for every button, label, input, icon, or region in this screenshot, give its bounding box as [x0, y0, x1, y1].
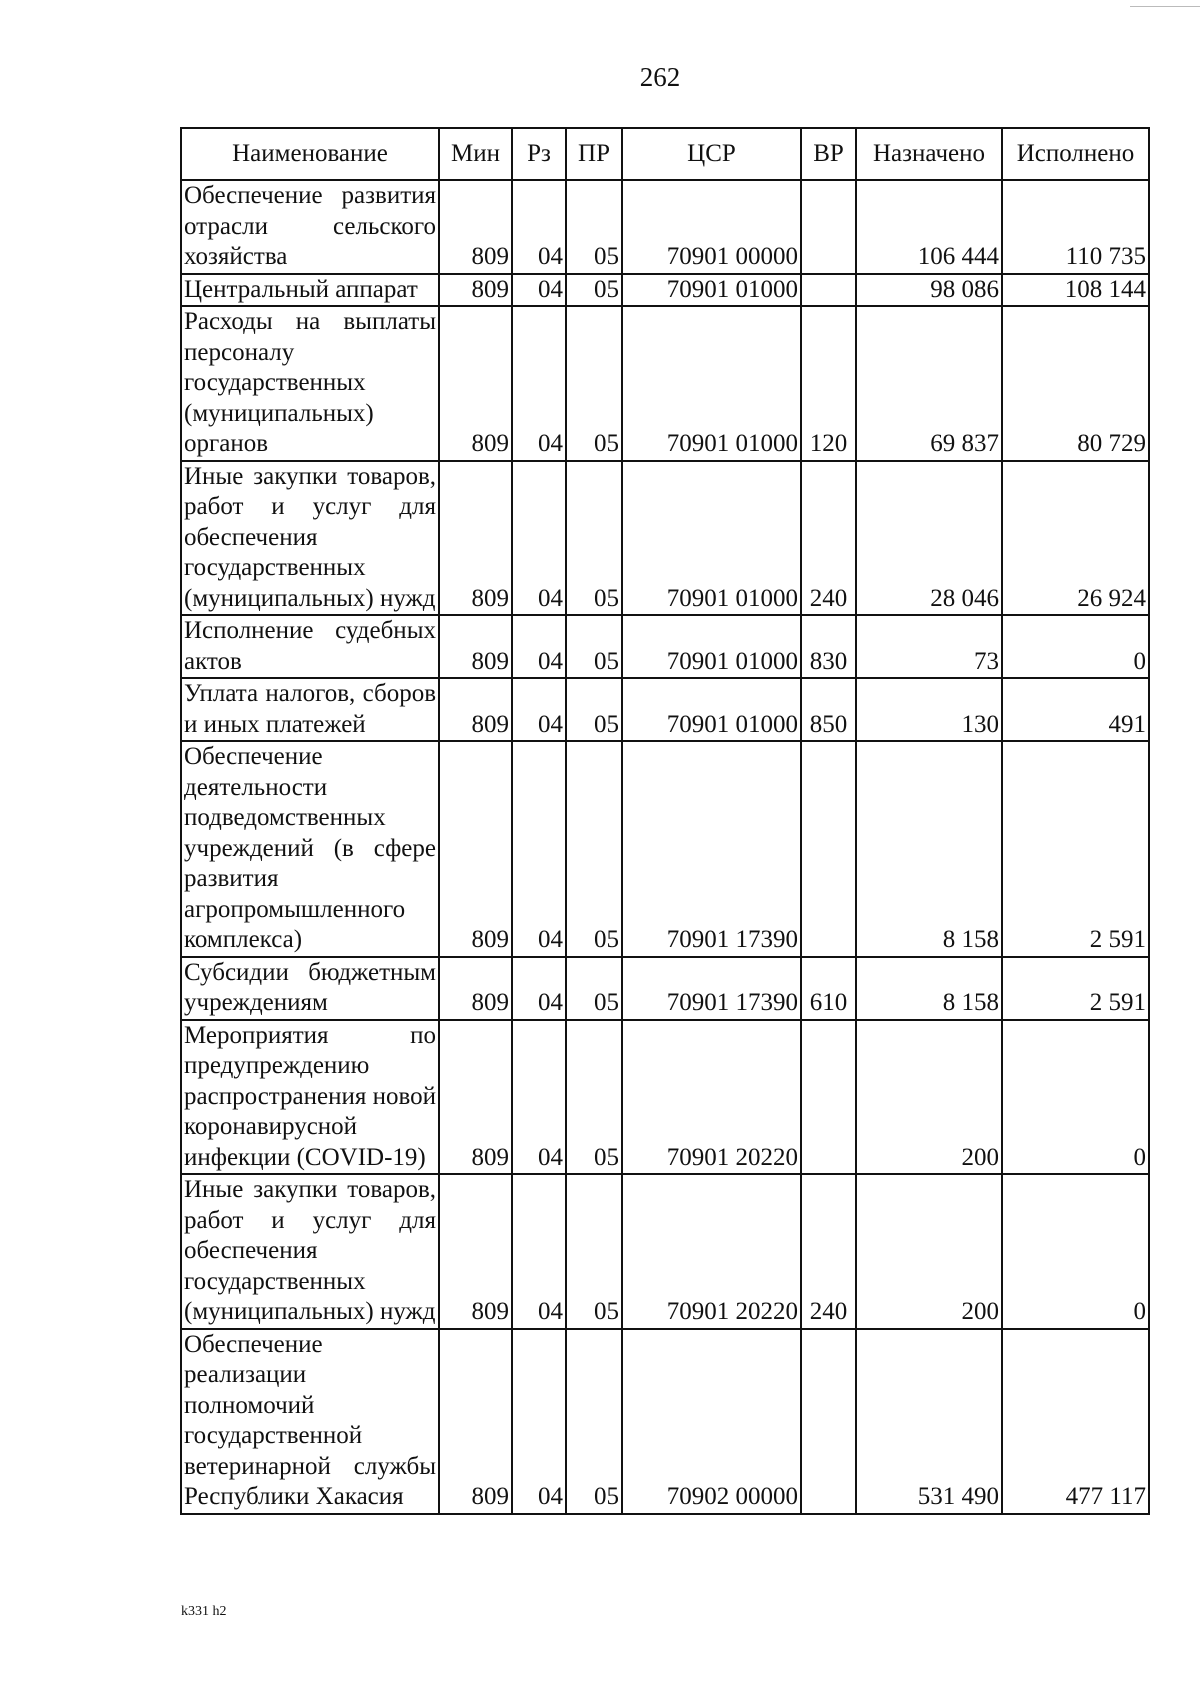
cell-min: 809 [439, 957, 512, 1020]
cell-rz: 04 [512, 678, 566, 741]
cell-executed: 26 924 [1002, 461, 1149, 616]
cell-rz: 04 [512, 274, 566, 307]
cell-executed: 0 [1002, 1020, 1149, 1175]
cell-executed: 108 144 [1002, 274, 1149, 307]
page-number: 262 [639, 62, 681, 92]
cell-min: 809 [439, 615, 512, 678]
cell-min: 809 [439, 1174, 512, 1329]
cell-pr: 05 [566, 1329, 622, 1514]
cell-min: 809 [439, 180, 512, 274]
cell-name: Центральный аппарат [181, 274, 439, 307]
cell-assigned: 106 444 [856, 180, 1002, 274]
cell-executed: 2 591 [1002, 957, 1149, 1020]
table-row [181, 180, 1149, 274]
cell-csr: 70901 20220 [622, 1174, 801, 1329]
cell-assigned: 130 [856, 678, 1002, 741]
cell-rz: 04 [512, 1020, 566, 1175]
cell-executed: 0 [1002, 615, 1149, 678]
cell-pr: 05 [566, 678, 622, 741]
cell-pr: 05 [566, 1020, 622, 1175]
budget-table [180, 127, 1150, 1515]
cell-name: Субсидии бюджетным учреждениям [181, 957, 439, 1020]
table-body [181, 180, 1149, 1514]
cell-assigned: 200 [856, 1020, 1002, 1175]
header-name: Наименование [181, 128, 439, 180]
footer-code: k331 h2 [181, 1604, 227, 1619]
cell-pr: 05 [566, 957, 622, 1020]
cell-rz: 04 [512, 1329, 566, 1514]
cell-vr [801, 1329, 856, 1514]
cell-executed: 491 [1002, 678, 1149, 741]
cell-rz: 04 [512, 306, 566, 461]
cell-assigned: 98 086 [856, 274, 1002, 307]
cell-rz: 04 [512, 957, 566, 1020]
header-assigned: Назначено [856, 128, 1002, 180]
cell-pr: 05 [566, 306, 622, 461]
table-header-row [181, 128, 1149, 180]
cell-csr: 70901 20220 [622, 1020, 801, 1175]
header-min: Мин [439, 128, 512, 180]
cell-min: 809 [439, 1329, 512, 1514]
cell-vr: 240 [801, 461, 856, 616]
table-row [181, 741, 1149, 957]
cell-executed: 80 729 [1002, 306, 1149, 461]
table-row [181, 615, 1149, 678]
cell-rz: 04 [512, 1174, 566, 1329]
cell-assigned: 69 837 [856, 306, 1002, 461]
cell-csr: 70901 01000 [622, 306, 801, 461]
cell-name: Уплата налогов, сборов и иных платежей [181, 678, 439, 741]
cell-vr [801, 274, 856, 307]
cell-vr [801, 180, 856, 274]
cell-csr: 70901 17390 [622, 957, 801, 1020]
cell-name: Иные закупки товаров, работ и услуг для обеспечения государственных (муниципальных) нужд [181, 461, 439, 616]
table-row [181, 274, 1149, 307]
table-row [181, 1329, 1149, 1514]
cell-vr [801, 741, 856, 957]
cell-assigned: 8 158 [856, 957, 1002, 1020]
cell-vr: 120 [801, 306, 856, 461]
cell-name: Расходы на выплаты персоналу государственных (муниципальных) органов [181, 306, 439, 461]
table-row [181, 1020, 1149, 1175]
cell-min: 809 [439, 678, 512, 741]
cell-executed: 110 735 [1002, 180, 1149, 274]
cell-pr: 05 [566, 1174, 622, 1329]
table-row [181, 1174, 1149, 1329]
cell-vr: 240 [801, 1174, 856, 1329]
table-row [181, 306, 1149, 461]
cell-name: Мероприятия по предупреждению распространения новой коронавирусной инфекции (COVID-19) [181, 1020, 439, 1175]
cell-min: 809 [439, 741, 512, 957]
page-edge-mark [1130, 0, 1200, 7]
cell-csr: 70902 00000 [622, 1329, 801, 1514]
table-row [181, 957, 1149, 1020]
cell-name: Обеспечение деятельности подведомственных учреждений (в сфере развития агропромышленного комплекса) [181, 741, 439, 957]
cell-min: 809 [439, 461, 512, 616]
cell-name: Обеспечение развития отрасли сельского хозяйства [181, 180, 439, 274]
cell-name: Иные закупки товаров, работ и услуг для обеспечения государственных (муниципальных) нужд [181, 1174, 439, 1329]
header-csr: ЦСР [622, 128, 801, 180]
cell-assigned: 531 490 [856, 1329, 1002, 1514]
cell-vr [801, 1020, 856, 1175]
cell-csr: 70901 01000 [622, 461, 801, 616]
cell-min: 809 [439, 306, 512, 461]
cell-rz: 04 [512, 615, 566, 678]
cell-csr: 70901 00000 [622, 180, 801, 274]
cell-pr: 05 [566, 180, 622, 274]
cell-executed: 2 591 [1002, 741, 1149, 957]
cell-executed: 0 [1002, 1174, 1149, 1329]
table-row [181, 461, 1149, 616]
cell-pr: 05 [566, 461, 622, 616]
header-executed: Исполнено [1002, 128, 1149, 180]
header-pr: ПР [566, 128, 622, 180]
header-vr: ВР [801, 128, 856, 180]
cell-rz: 04 [512, 180, 566, 274]
cell-pr: 05 [566, 741, 622, 957]
cell-csr: 70901 17390 [622, 741, 801, 957]
cell-name: Исполнение судебных актов [181, 615, 439, 678]
cell-assigned: 28 046 [856, 461, 1002, 616]
cell-rz: 04 [512, 461, 566, 616]
cell-executed: 477 117 [1002, 1329, 1149, 1514]
cell-min: 809 [439, 1020, 512, 1175]
cell-csr: 70901 01000 [622, 615, 801, 678]
cell-pr: 05 [566, 274, 622, 307]
cell-vr: 850 [801, 678, 856, 741]
cell-min: 809 [439, 274, 512, 307]
cell-pr: 05 [566, 615, 622, 678]
cell-csr: 70901 01000 [622, 678, 801, 741]
cell-vr: 830 [801, 615, 856, 678]
cell-assigned: 8 158 [856, 741, 1002, 957]
table-row [181, 678, 1149, 741]
cell-csr: 70901 01000 [622, 274, 801, 307]
cell-assigned: 200 [856, 1174, 1002, 1329]
header-rz: Рз [512, 128, 566, 180]
cell-name: Обеспечение реализации полномочий государственной ветеринарной службы Республики Хакасия [181, 1329, 439, 1514]
cell-rz: 04 [512, 741, 566, 957]
cell-vr: 610 [801, 957, 856, 1020]
cell-assigned: 73 [856, 615, 1002, 678]
